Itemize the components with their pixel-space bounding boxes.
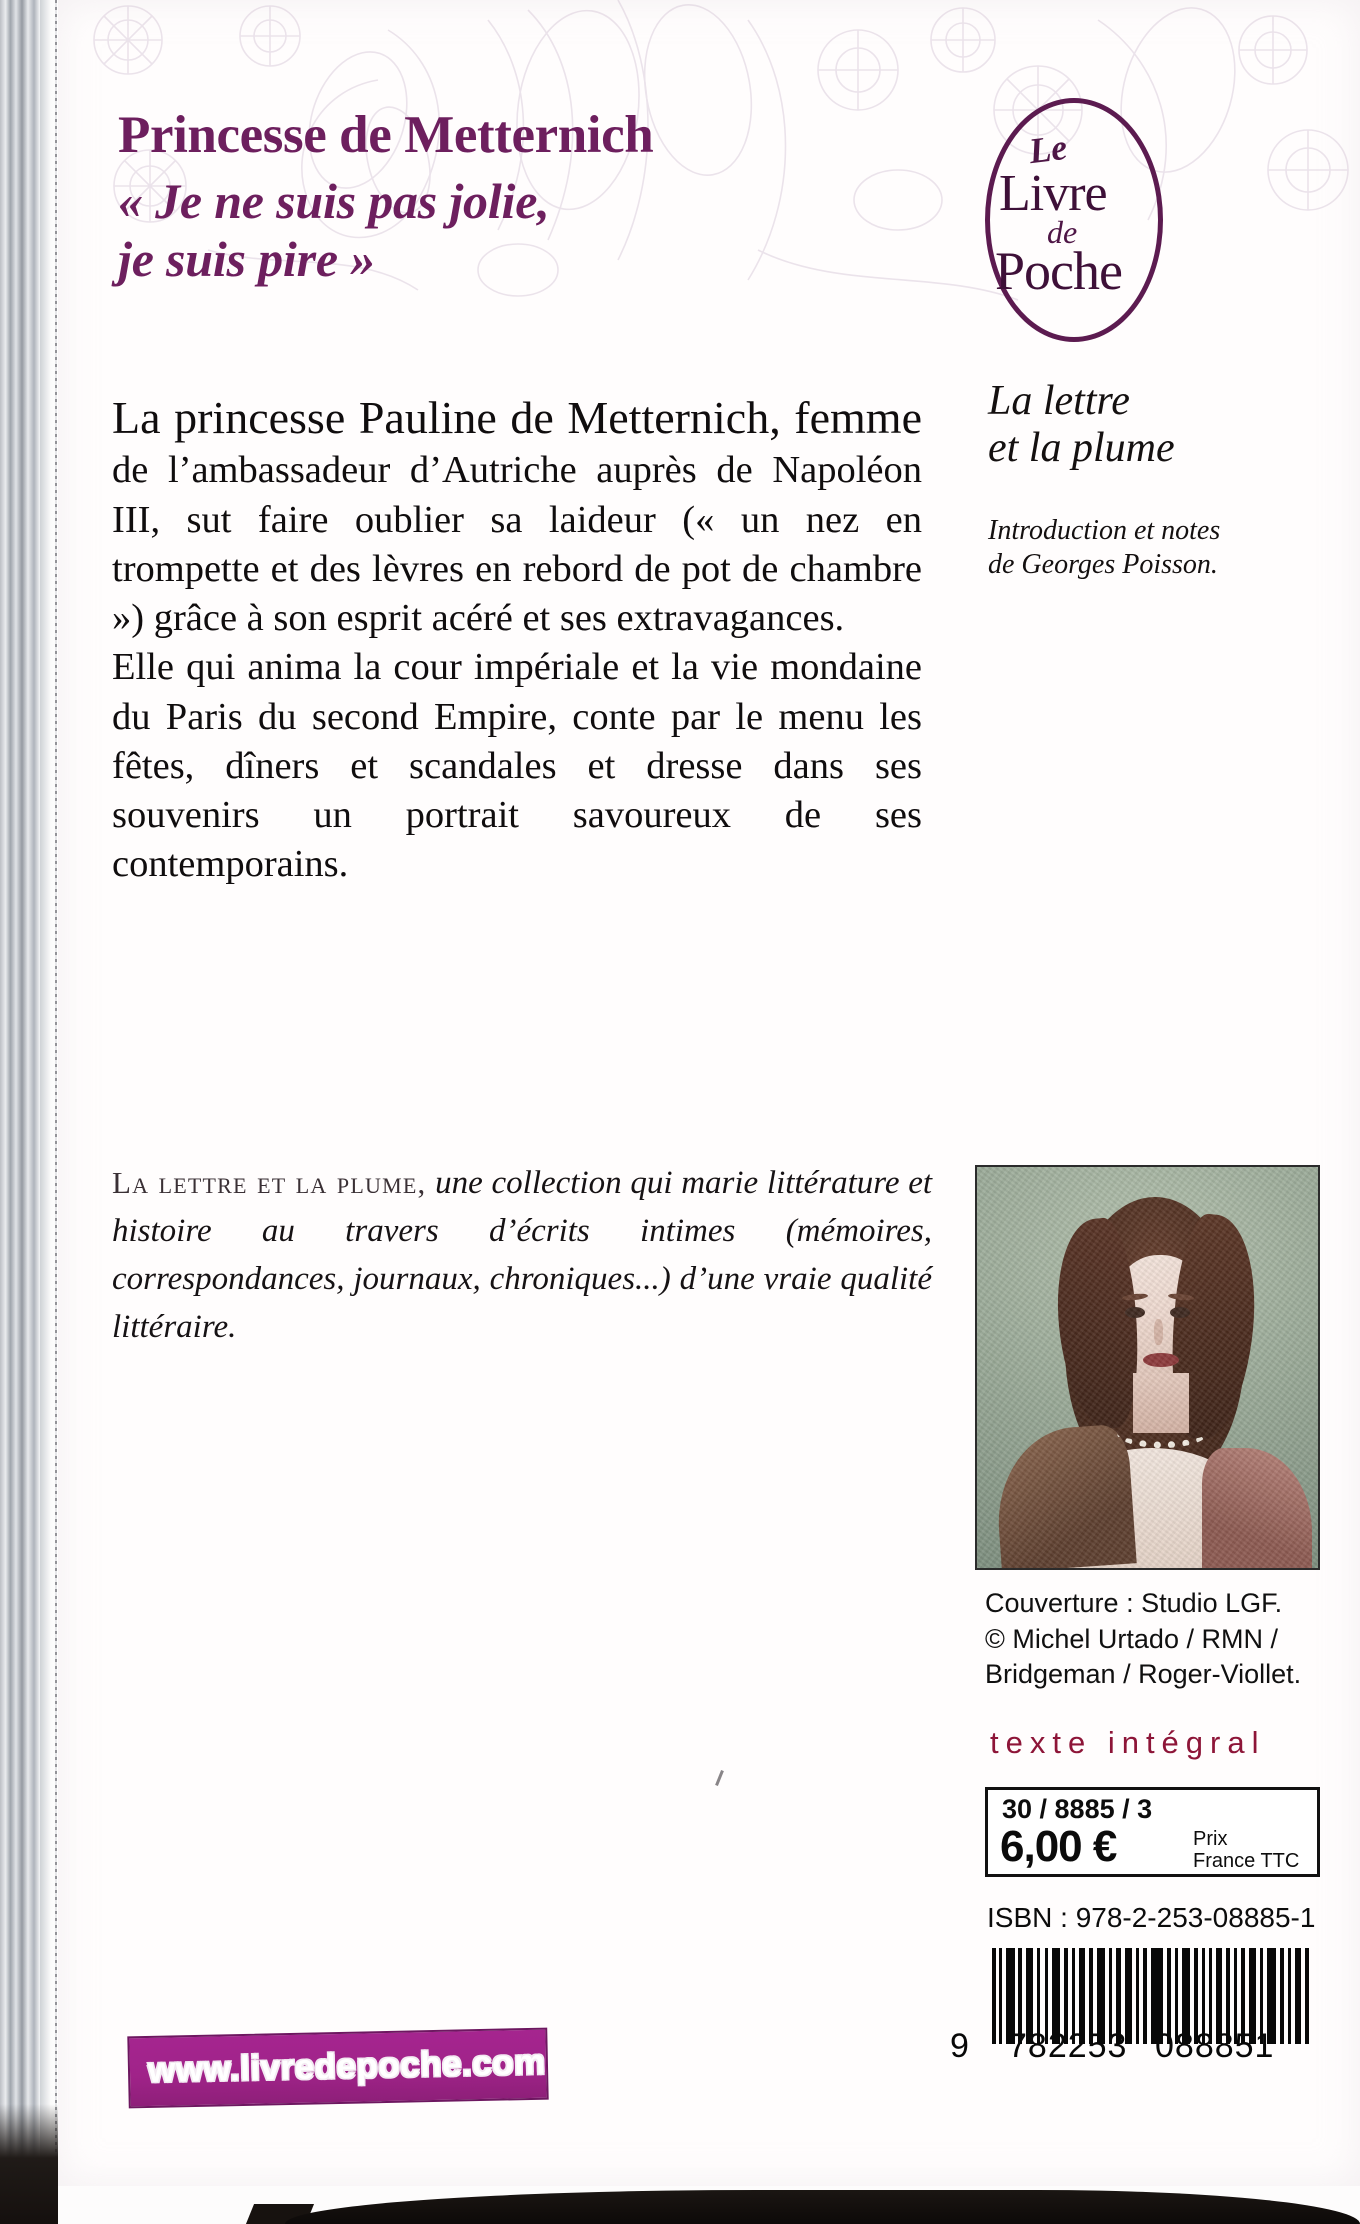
texte-integral-label: texte intégral	[990, 1725, 1266, 1760]
logo-text-de: de	[1047, 214, 1078, 250]
book-subtitle-line-2: je suis pire »	[118, 231, 375, 288]
collection-description-line-2: littérature et histoire au travers d’écrits intimes	[112, 1165, 933, 1249]
collection-description-label: La lettre et la plume,	[112, 1165, 427, 1200]
book-spine-edge	[0, 0, 40, 2196]
credits-line-2: © Michel Urtado / RMN /	[985, 1623, 1278, 1654]
blurb-p1-line-6: esprit acéré et ses extravagances.	[336, 597, 845, 640]
blurb-p2-line-5: savoureux de ses contemporains.	[112, 794, 922, 886]
blurb-p1-line-4: (« un nez en trompette et des lèvres en	[112, 498, 923, 590]
blurb-paragraph-1	[112, 392, 923, 643]
collection-description-line-4: d’une vraie qualité littéraire.	[112, 1260, 933, 1345]
logo-text-le: Le	[1026, 126, 1070, 172]
blurb-p2-line-3: par le menu les fêtes, dîners et scandales	[112, 695, 922, 787]
price-box	[985, 1787, 1320, 1877]
website-url[interactable]: www.livredepoche.com	[147, 2042, 547, 2090]
ean13-barcode	[950, 1948, 1322, 2066]
livre-de-poche-logo	[985, 98, 1167, 346]
price-reference-number: 30 / 8885 / 3	[1002, 1794, 1153, 1824]
logo-text-poche: Poche	[995, 241, 1122, 301]
logo-text-livre: Livre	[999, 165, 1107, 222]
blurb-p1-line-2: de l’ambassadeur d’Autriche auprès de	[112, 449, 753, 492]
intro-credits-line-2: de Georges Poisson.	[988, 549, 1218, 581]
isbn-label: ISBN : 978-2-253-08885-1	[987, 1902, 1316, 1933]
blurb-p2-line-1: Elle qui anima la cour impériale et la vie	[112, 646, 759, 689]
book-spine-hairline	[55, 0, 57, 2190]
website-banner[interactable]	[127, 2028, 548, 2109]
barcode-lead-digit: 9	[950, 2027, 970, 2065]
blurb-text	[112, 392, 923, 890]
image-credits	[985, 1586, 1335, 1693]
collection-description-line-3: (mémoires, correspondances, journaux, chroniques...)	[112, 1212, 933, 1297]
barcode-group-1: 782253	[1008, 2027, 1128, 2065]
blurb-p2-line-4: et dresse dans ses souvenirs un portrait	[112, 744, 922, 837]
collection-title-line-1: La lettre	[988, 378, 1130, 424]
author-title: Princesse de Metternich	[118, 106, 654, 164]
book-subtitle	[118, 172, 918, 288]
blurb-p1-line-5: rebord de pot de chambre ») grâce à son	[112, 547, 923, 640]
intro-credits-line-1: Introduction et notes	[988, 515, 1221, 546]
title-block	[118, 108, 918, 288]
credits-line-3: Bridgeman / Roger-Viollet.	[985, 1659, 1302, 1690]
price-amount: 6,00 €	[1000, 1822, 1117, 1871]
blurb-p2-line-2: mondaine du Paris du second Empire, conte	[112, 646, 923, 738]
collection-title	[988, 378, 1318, 472]
price-note-line-2: France TTC	[1193, 1850, 1300, 1873]
barcode-group-2: 088851	[1155, 2027, 1275, 2065]
collection-description	[112, 1160, 932, 1351]
cover-portrait-image	[975, 1165, 1320, 1570]
bottom-left-shadow	[0, 2104, 58, 2224]
introduction-credits	[988, 514, 1328, 582]
book-subtitle-line-1: « Je ne suis pas jolie,	[118, 173, 550, 230]
credits-line-1: Couverture : Studio LGF.	[985, 1588, 1283, 1618]
blurb-p1-line-3: Napoléon III, sut faire oublier sa laideur	[112, 449, 922, 541]
price-note	[1193, 1828, 1299, 1873]
blurb-p1-line-1: La princesse Pauline de Metternich, femme	[112, 392, 922, 443]
portrait-texture-overlay	[977, 1167, 1318, 1568]
price-note-line-1: Prix	[1193, 1828, 1228, 1850]
collection-description-line-1: une collection qui marie	[435, 1165, 759, 1201]
bottom-shadow-band	[285, 2190, 1360, 2224]
collection-title-line-2: et la plume	[988, 425, 1175, 472]
blurb-paragraph-2	[112, 643, 922, 889]
